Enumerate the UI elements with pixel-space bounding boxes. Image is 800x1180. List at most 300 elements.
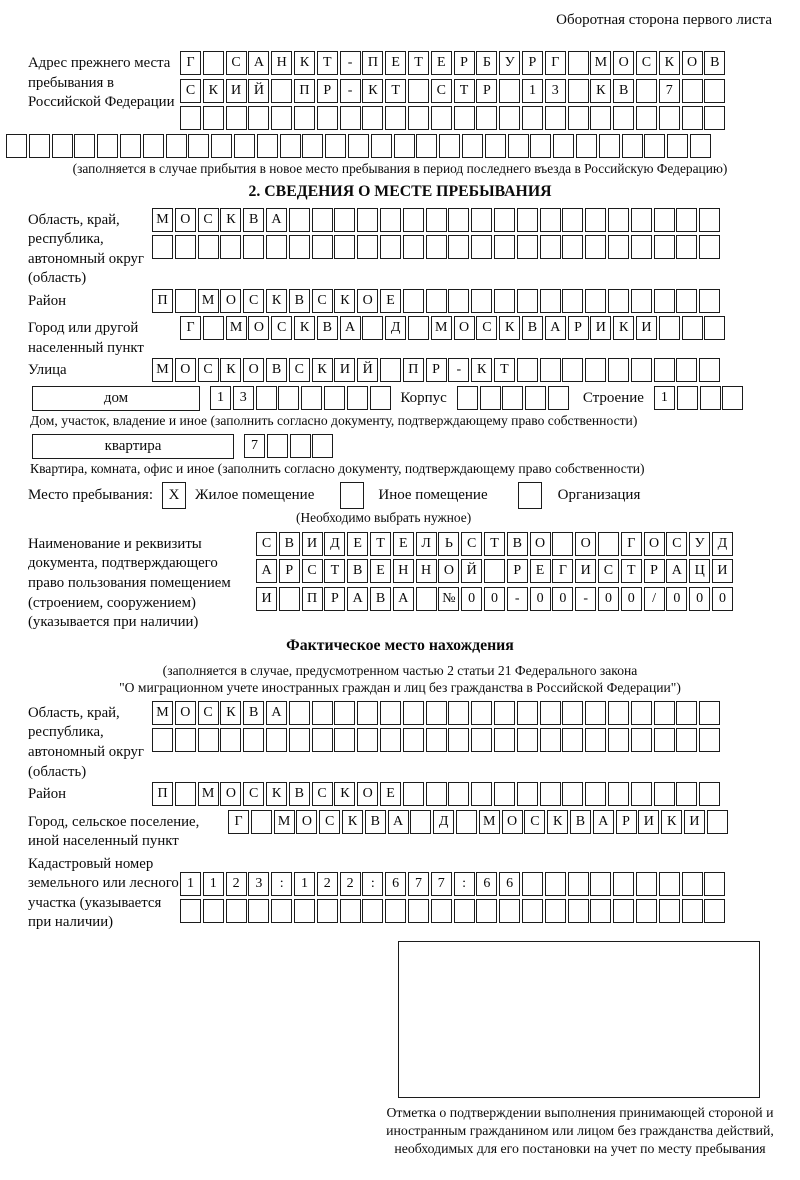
region-label: Область, край, республика, автономный округ (область) <box>28 211 144 287</box>
char-cell: К <box>590 79 611 103</box>
document-label: Наименование и реквизиты документа, подтверждающего право пользования помещением (строением, сооружением) (указывается при наличии) <box>28 535 231 631</box>
char-cell <box>631 289 652 313</box>
char-cell <box>704 899 725 923</box>
char-cell: Й <box>248 79 269 103</box>
char-cell: С <box>319 810 340 834</box>
char-cell <box>585 235 606 259</box>
char-cell <box>426 782 447 806</box>
char-cell <box>426 701 447 725</box>
char-cell: С <box>271 316 292 340</box>
char-cell: 3 <box>233 386 254 410</box>
char-cell <box>576 134 597 158</box>
char-cell: И <box>636 316 657 340</box>
house-number-grid <box>210 386 392 410</box>
char-cell: К <box>613 316 634 340</box>
char-cell <box>471 728 492 752</box>
char-cell <box>471 782 492 806</box>
char-cell <box>403 728 424 752</box>
char-cell: 0 <box>552 587 573 611</box>
char-cell <box>667 134 688 158</box>
char-cell: Т <box>385 79 406 103</box>
char-cell: В <box>522 316 543 340</box>
char-cell <box>676 728 697 752</box>
char-cell <box>312 434 333 458</box>
char-cell <box>385 899 406 923</box>
char-cell: С <box>198 358 219 382</box>
char-cell <box>622 134 643 158</box>
char-cell: Д <box>433 810 454 834</box>
section2-title: 2. СВЕДЕНИЯ О МЕСТЕ ПРЕБЫВАНИЯ <box>248 182 552 200</box>
char-cell <box>362 899 383 923</box>
char-cell <box>357 701 378 725</box>
char-cell: Й <box>461 559 482 583</box>
char-cell: Г <box>545 51 566 75</box>
apartment-number-grid <box>244 434 335 458</box>
char-cell <box>371 134 392 158</box>
street-grid-row <box>152 358 722 382</box>
actual-region-grid-row1 <box>152 701 722 725</box>
char-cell <box>494 208 515 232</box>
city-grid-row <box>180 316 727 340</box>
char-cell <box>704 316 725 340</box>
char-cell <box>613 899 634 923</box>
char-cell <box>380 235 401 259</box>
region-grid-row2 <box>152 235 722 259</box>
char-cell <box>522 872 543 896</box>
char-cell: С <box>243 289 264 313</box>
char-cell <box>251 810 272 834</box>
prev-address-grid-row2 <box>180 79 727 103</box>
residential-checkbox: X <box>162 482 186 509</box>
char-cell: В <box>365 810 386 834</box>
char-cell: О <box>220 782 241 806</box>
char-cell: М <box>479 810 500 834</box>
char-cell: У <box>689 532 710 556</box>
char-cell: Н <box>393 559 414 583</box>
char-cell <box>636 79 657 103</box>
char-cell <box>682 79 703 103</box>
char-cell: Р <box>279 559 300 583</box>
char-cell <box>540 358 561 382</box>
char-cell: 0 <box>621 587 642 611</box>
char-cell: К <box>220 358 241 382</box>
char-cell: О <box>357 782 378 806</box>
char-cell: 0 <box>530 587 551 611</box>
char-cell <box>248 899 269 923</box>
char-cell: Р <box>476 79 497 103</box>
char-cell: О <box>644 532 665 556</box>
char-cell: М <box>152 701 173 725</box>
cadastral-grid-row2 <box>180 899 727 923</box>
char-cell <box>677 386 698 410</box>
char-cell: Г <box>228 810 249 834</box>
char-cell <box>676 782 697 806</box>
char-cell: К <box>471 358 492 382</box>
char-cell <box>517 208 538 232</box>
apartment-row <box>32 434 772 459</box>
char-cell: И <box>684 810 705 834</box>
char-cell <box>448 208 469 232</box>
char-cell: С <box>431 79 452 103</box>
char-cell <box>280 134 301 158</box>
char-cell: Б <box>476 51 497 75</box>
char-cell <box>659 106 680 130</box>
char-cell: О <box>613 51 634 75</box>
char-cell <box>267 434 288 458</box>
char-cell <box>553 134 574 158</box>
house-box: дом <box>32 386 200 411</box>
actual-location-caption2: "О миграционном учете иностранных граждан и лиц без гражданства в Российской Федерации") <box>119 680 681 696</box>
char-cell <box>568 79 589 103</box>
char-cell <box>517 358 538 382</box>
organization-checkbox <box>518 482 542 509</box>
char-cell: Е <box>530 559 551 583</box>
char-cell <box>385 106 406 130</box>
char-cell <box>484 559 505 583</box>
char-cell: М <box>198 782 219 806</box>
char-cell <box>457 386 478 410</box>
prev-address-block <box>28 51 772 134</box>
char-cell <box>562 782 583 806</box>
char-cell <box>585 208 606 232</box>
char-cell <box>454 899 475 923</box>
char-cell <box>256 386 277 410</box>
actual-district-block <box>28 782 772 810</box>
actual-location-caption1: (заполняется в случае, предусмотренном частью 2 статьи 21 Федерального закона <box>162 662 638 678</box>
char-cell <box>448 728 469 752</box>
char-cell: 1 <box>294 872 315 896</box>
char-cell: Р <box>454 51 475 75</box>
char-cell <box>548 386 569 410</box>
char-cell <box>540 782 561 806</box>
char-cell <box>699 701 720 725</box>
char-cell: Е <box>370 559 391 583</box>
char-cell: К <box>362 79 383 103</box>
char-cell <box>403 208 424 232</box>
char-cell <box>408 316 429 340</box>
char-cell <box>562 358 583 382</box>
char-cell <box>608 782 629 806</box>
confirmation-mark-box <box>398 941 760 1098</box>
char-cell: 0 <box>484 587 505 611</box>
char-cell <box>234 134 255 158</box>
char-cell <box>636 106 657 130</box>
actual-location-title: Фактическое место нахождения <box>286 636 514 654</box>
char-cell <box>348 134 369 158</box>
char-cell: П <box>302 587 323 611</box>
char-cell: В <box>279 532 300 556</box>
char-cell <box>188 134 209 158</box>
char-cell <box>585 782 606 806</box>
char-cell: Р <box>522 51 543 75</box>
char-cell <box>654 208 675 232</box>
char-cell <box>426 728 447 752</box>
char-cell: И <box>575 559 596 583</box>
char-cell: Т <box>621 559 642 583</box>
char-cell <box>426 208 447 232</box>
district-label: Район <box>28 292 67 309</box>
char-cell <box>317 899 338 923</box>
char-cell: О <box>175 701 196 725</box>
char-cell <box>654 289 675 313</box>
document-grid-row2 <box>256 559 735 583</box>
char-cell: Р <box>568 316 589 340</box>
char-cell: О <box>175 358 196 382</box>
char-cell <box>289 728 310 752</box>
char-cell: С <box>289 358 310 382</box>
char-cell <box>494 782 515 806</box>
char-cell <box>494 235 515 259</box>
char-cell <box>243 235 264 259</box>
char-cell <box>403 782 424 806</box>
char-cell: Т <box>454 79 475 103</box>
char-cell: Р <box>324 587 345 611</box>
char-cell <box>613 106 634 130</box>
char-cell <box>631 208 652 232</box>
prev-address-grid-row4 <box>6 134 772 158</box>
char-cell: В <box>317 316 338 340</box>
char-cell: И <box>590 316 611 340</box>
char-cell <box>540 208 561 232</box>
char-cell <box>203 106 224 130</box>
char-cell <box>175 782 196 806</box>
char-cell <box>659 872 680 896</box>
char-cell: Г <box>621 532 642 556</box>
char-cell: Н <box>416 559 437 583</box>
char-cell: У <box>499 51 520 75</box>
char-cell <box>271 106 292 130</box>
char-cell <box>700 386 721 410</box>
char-cell: Н <box>271 51 292 75</box>
char-cell <box>631 728 652 752</box>
char-cell: О <box>454 316 475 340</box>
char-cell: Г <box>180 51 201 75</box>
residential-label: Жилое помещение <box>195 486 315 503</box>
char-cell <box>494 289 515 313</box>
char-cell <box>517 728 538 752</box>
char-cell: 6 <box>385 872 406 896</box>
char-cell <box>540 289 561 313</box>
char-cell <box>476 106 497 130</box>
char-cell <box>312 728 333 752</box>
char-cell <box>699 358 720 382</box>
apartment-box: квартира <box>32 434 234 459</box>
char-cell <box>302 134 323 158</box>
char-cell: К <box>220 208 241 232</box>
char-cell: П <box>294 79 315 103</box>
char-cell <box>175 728 196 752</box>
char-cell: Е <box>393 532 414 556</box>
document-grid-row3 <box>256 587 735 611</box>
char-cell <box>682 899 703 923</box>
prev-address-label: Адрес прежнего места пребывания в Российской Федерации <box>28 55 175 111</box>
city-block <box>28 316 772 358</box>
char-cell <box>590 899 611 923</box>
char-cell <box>654 235 675 259</box>
char-cell: С <box>312 782 333 806</box>
char-cell <box>226 106 247 130</box>
char-cell <box>271 899 292 923</box>
char-cell: Р <box>426 358 447 382</box>
char-cell: М <box>198 289 219 313</box>
char-cell: О <box>220 289 241 313</box>
actual-region-label: Область, край, республика, автономный округ (область) <box>28 704 144 780</box>
char-cell: 7 <box>659 79 680 103</box>
char-cell <box>568 51 589 75</box>
char-cell: К <box>294 51 315 75</box>
char-cell: В <box>570 810 591 834</box>
char-cell <box>380 701 401 725</box>
char-cell: Т <box>408 51 429 75</box>
stay-type-row <box>28 482 772 509</box>
char-cell: О <box>575 532 596 556</box>
char-cell: 2 <box>340 872 361 896</box>
char-cell: 1 <box>203 872 224 896</box>
char-cell <box>408 79 429 103</box>
char-cell <box>394 134 415 158</box>
char-cell: А <box>388 810 409 834</box>
char-cell <box>517 782 538 806</box>
char-cell: В <box>507 532 528 556</box>
char-cell: - <box>575 587 596 611</box>
district-block <box>28 289 772 317</box>
char-cell: С <box>476 316 497 340</box>
stroenie-grid <box>654 386 745 410</box>
char-cell <box>312 208 333 232</box>
char-cell: И <box>302 532 323 556</box>
char-cell: 1 <box>180 872 201 896</box>
char-cell <box>426 235 447 259</box>
char-cell <box>462 134 483 158</box>
char-cell <box>74 134 95 158</box>
char-cell <box>704 872 725 896</box>
char-cell: Д <box>712 532 733 556</box>
char-cell: В <box>347 559 368 583</box>
char-cell: Е <box>347 532 368 556</box>
char-cell <box>613 872 634 896</box>
char-cell <box>334 208 355 232</box>
char-cell <box>676 289 697 313</box>
char-cell: 6 <box>499 872 520 896</box>
char-cell: О <box>296 810 317 834</box>
char-cell <box>243 728 264 752</box>
char-cell <box>608 208 629 232</box>
char-cell <box>480 386 501 410</box>
char-cell: И <box>256 587 277 611</box>
street-label: Улица <box>28 362 67 379</box>
char-cell: И <box>334 358 355 382</box>
char-cell: С <box>312 289 333 313</box>
char-cell <box>562 235 583 259</box>
char-cell <box>636 872 657 896</box>
city-label: Город или другой населенный пункт <box>28 320 144 356</box>
actual-city-grid-row <box>228 810 730 834</box>
char-cell <box>357 208 378 232</box>
char-cell: К <box>334 782 355 806</box>
char-cell <box>599 134 620 158</box>
char-cell <box>198 235 219 259</box>
char-cell: М <box>274 810 295 834</box>
char-cell: К <box>294 316 315 340</box>
char-cell: О <box>357 289 378 313</box>
char-cell <box>608 728 629 752</box>
char-cell <box>362 316 383 340</box>
char-cell: В <box>704 51 725 75</box>
char-cell: В <box>266 358 287 382</box>
char-cell <box>289 235 310 259</box>
char-cell <box>517 289 538 313</box>
char-cell: К <box>203 79 224 103</box>
char-cell: В <box>289 782 310 806</box>
char-cell: 3 <box>248 872 269 896</box>
char-cell <box>499 79 520 103</box>
char-cell <box>562 208 583 232</box>
char-cell: 7 <box>431 872 452 896</box>
char-cell: 0 <box>598 587 619 611</box>
char-cell: С <box>180 79 201 103</box>
char-cell: 0 <box>461 587 482 611</box>
actual-district-grid-row <box>152 782 722 806</box>
char-cell <box>370 386 391 410</box>
char-cell: В <box>243 701 264 725</box>
char-cell: А <box>593 810 614 834</box>
char-cell <box>226 899 247 923</box>
char-cell: К <box>266 782 287 806</box>
char-cell: С <box>524 810 545 834</box>
char-cell <box>334 701 355 725</box>
char-cell <box>357 728 378 752</box>
prev-address-grid-row1 <box>180 51 727 75</box>
char-cell: А <box>248 51 269 75</box>
char-cell <box>271 79 292 103</box>
actual-city-label: Город, сельское поселение, иной населенный пункт <box>28 813 200 850</box>
char-cell: Е <box>380 289 401 313</box>
char-cell: 2 <box>317 872 338 896</box>
char-cell <box>290 434 311 458</box>
char-cell: : <box>271 872 292 896</box>
char-cell: О <box>502 810 523 834</box>
char-cell <box>257 134 278 158</box>
char-cell <box>448 701 469 725</box>
char-cell: С <box>302 559 323 583</box>
char-cell <box>289 701 310 725</box>
char-cell: С <box>243 782 264 806</box>
char-cell <box>471 235 492 259</box>
char-cell <box>180 106 201 130</box>
char-cell <box>408 106 429 130</box>
char-cell: В <box>370 587 391 611</box>
char-cell: Р <box>317 79 338 103</box>
char-cell <box>676 358 697 382</box>
char-cell: О <box>530 532 551 556</box>
char-cell: Е <box>380 782 401 806</box>
char-cell: К <box>547 810 568 834</box>
char-cell: - <box>340 79 361 103</box>
char-cell <box>585 728 606 752</box>
char-cell <box>334 235 355 259</box>
organization-label: Организация <box>557 486 641 503</box>
actual-region-grid-row2 <box>152 728 722 752</box>
other-premises-label: Иное помещение <box>378 486 488 503</box>
char-cell <box>682 872 703 896</box>
char-cell: № <box>438 587 459 611</box>
char-cell <box>334 728 355 752</box>
char-cell <box>682 316 703 340</box>
cadastral-label: Кадастровый номер земельного или лесного участка (указывается при наличии) <box>28 855 179 931</box>
char-cell: С <box>198 208 219 232</box>
region-block <box>28 208 772 289</box>
char-cell <box>545 872 566 896</box>
